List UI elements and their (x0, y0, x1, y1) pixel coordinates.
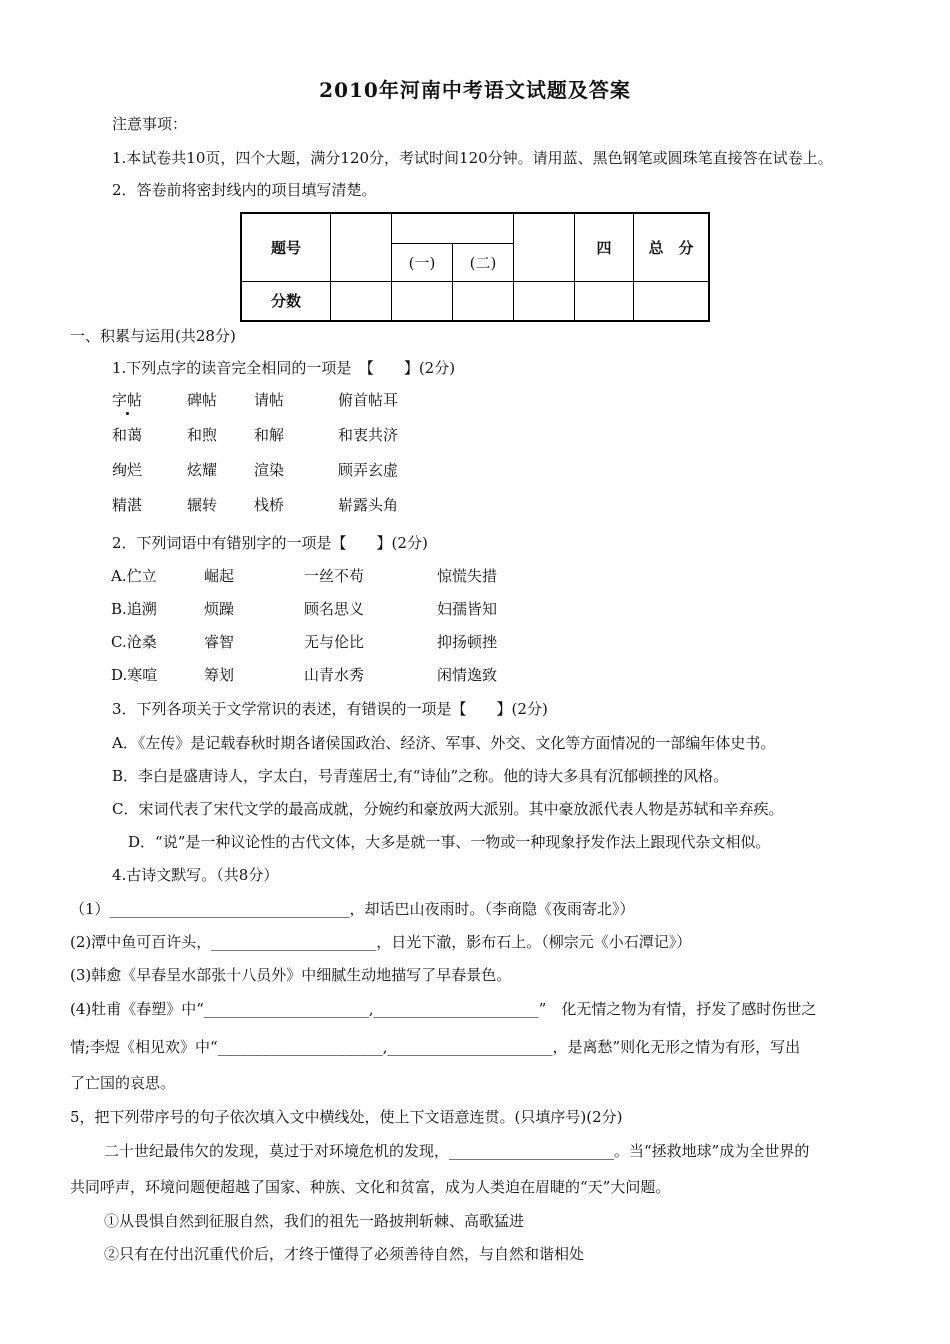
q1-word: 炫耀 (187, 461, 218, 479)
q2-word: 崛起 (204, 567, 235, 585)
notes-item-2: 2．答卷前将密封线内的项目填写清楚。 (112, 181, 377, 199)
question-5-paragraph-2: 共同呼声，环境问题便超越了国家、种族、文化和贫富，成为人类迫在眉睫的“天”大问题。 (70, 1178, 671, 1196)
score-table-sub-1: (一) (392, 243, 453, 281)
notes-item-1: 1.本试卷共10页，四个大题，满分120分，考试时间120分钟。请用蓝、黑色钢笔或圆珠笔直接答在试卷上。 (112, 149, 833, 167)
question-4-line-2: (2)潭中鱼可百许头，______________________，日光下澈，影布石上。（柳宗元《小石潭记》） (70, 933, 692, 951)
q2-word: 烦躁 (204, 600, 235, 618)
score-table-cell (331, 213, 392, 281)
question-3-option-d: D．“说”是一种议论性的古代文体，大多是就一事、一物或一种现象抒发作法上跟现代杂文相似。 (128, 833, 771, 851)
question-4-line-4a: (4)牡甫《春塑》中“______________________,______________________” 化无情之物为有情，抒发了感时伤世之 (70, 1000, 817, 1018)
question-4-stem: 4.古诗文默写。（共8分） (112, 866, 279, 884)
question-5-sentence-1: ①从畏惧自然到征服自然，我们的祖先一路披荆斩棘、高歌猛进 (104, 1212, 525, 1230)
question-1-stem: 1.下列点字的读音完全相同的一项是 【 】(2分) (112, 359, 456, 377)
question-3-option-c: C．宋词代表了宋代文学的最高成就，分婉约和豪放两大派别。其中豪放派代表人物是苏轼和辛弃疾。 (112, 800, 784, 818)
q2-word: B.追溯 (111, 600, 157, 618)
q1-word: 碑帖 (187, 391, 218, 409)
question-4-line-4b: 情;李煜《相见欢》中“______________________,______________________，是离愁”则化无形之情为有形，写出 (70, 1038, 801, 1056)
q1-word: 和蔼 (112, 426, 143, 444)
q1-word: 崭露头角 (338, 496, 399, 514)
q1-word: 渲染 (254, 461, 285, 479)
question-5-sentence-2: ②只有在付出沉重代价后，才终于懂得了必须善待自然，与自然和谐相处 (104, 1245, 585, 1263)
question-3-option-a: A．《左传》是记载春秋时期各诸侯国政治、经济、军事、外交、文化等方面情况的一部编年体史书。 (112, 734, 776, 752)
score-table-col-four: 四 (575, 213, 634, 281)
score-table-label-number: 题号 (241, 213, 331, 281)
q1-word: 和衷共济 (338, 426, 399, 444)
q1-word: 顾弄玄虚 (338, 461, 399, 479)
q1-word: 请帖 (254, 391, 285, 409)
q2-word: 无与伦比 (304, 633, 365, 651)
q2-word: 妇孺皆知 (437, 600, 498, 618)
q1-word: 和解 (254, 426, 285, 444)
score-table (240, 212, 710, 322)
q1-word: 栈桥 (254, 496, 285, 514)
question-3-option-b: B．李白是盛唐诗人，字太白，号青莲居士,有“诗仙”之称。他的诗大多具有沉郁顿挫的风格。 (112, 767, 729, 785)
question-5-stem: 5，把下列带序号的句子依次填入文中横线处，使上下文语意连贯。(只填序号)(2分) (70, 1108, 623, 1126)
question-2-stem: 2．下列词语中有错别字的一项是【 】(2分) (112, 534, 428, 552)
score-table-sub-2: (二) (453, 243, 514, 281)
question-3-stem: 3．下列各项关于文学常识的表述，有错误的一项是【 】(2分) (112, 700, 548, 718)
q2-word: A.伫立 (111, 567, 157, 585)
score-table-cell (514, 213, 575, 281)
q1-word (112, 390, 142, 410)
q2-word: 一丝不苟 (304, 567, 365, 585)
score-table-cell[interactable] (514, 281, 575, 321)
question-5-paragraph-1: 二十世纪最伟欠的发现，莫过于对环境危机的发现，______________________。当“拯救地球”成为全世界的 (104, 1142, 810, 1160)
section-1-heading: 一、积累与运用(共28分) (70, 327, 236, 345)
score-table-cell[interactable] (634, 281, 710, 321)
q2-word: D.寒喧 (111, 666, 158, 684)
score-table-cell (392, 213, 514, 243)
q1-word: 辗转 (187, 496, 218, 514)
q2-word: 山青水秀 (304, 666, 365, 684)
q2-word: 筹划 (204, 666, 235, 684)
score-table-cell[interactable] (453, 281, 514, 321)
q1-word: 精湛 (112, 496, 143, 514)
page-title: 2010年河南中考语文试题及答案 (319, 78, 631, 102)
question-4-line-1: （1）________________________________，却话巴山夜雨时。（李商隐《夜雨寄北》） (70, 900, 635, 918)
q2-word: 闲情逸致 (437, 666, 498, 684)
question-4-line-3: (3)韩愈《早春呈水部张十八员外》中细腻生动地描写了早春景色。 (70, 966, 512, 984)
q2-word: 睿智 (204, 633, 235, 651)
q2-word: 顾名思义 (304, 600, 365, 618)
q2-word: C.沧桑 (111, 633, 157, 651)
score-table-label-score: 分数 (241, 281, 331, 321)
q2-word: 惊慌失措 (437, 567, 498, 585)
q2-word: 抑扬顿挫 (437, 633, 498, 651)
q1-word: 俯首帖耳 (338, 391, 399, 409)
notes-heading: 注意事项： (112, 115, 188, 133)
q1-word: 和煦 (187, 426, 218, 444)
score-table-cell[interactable] (331, 281, 392, 321)
score-table-col-total: 总 分 (634, 213, 710, 281)
question-4-line-4c: 了亡国的哀思。 (70, 1074, 176, 1092)
score-table-cell[interactable] (392, 281, 453, 321)
score-table-cell[interactable] (575, 281, 634, 321)
q1-word: 绚烂 (112, 461, 143, 479)
q1-word-text: 字帖 (112, 391, 143, 409)
